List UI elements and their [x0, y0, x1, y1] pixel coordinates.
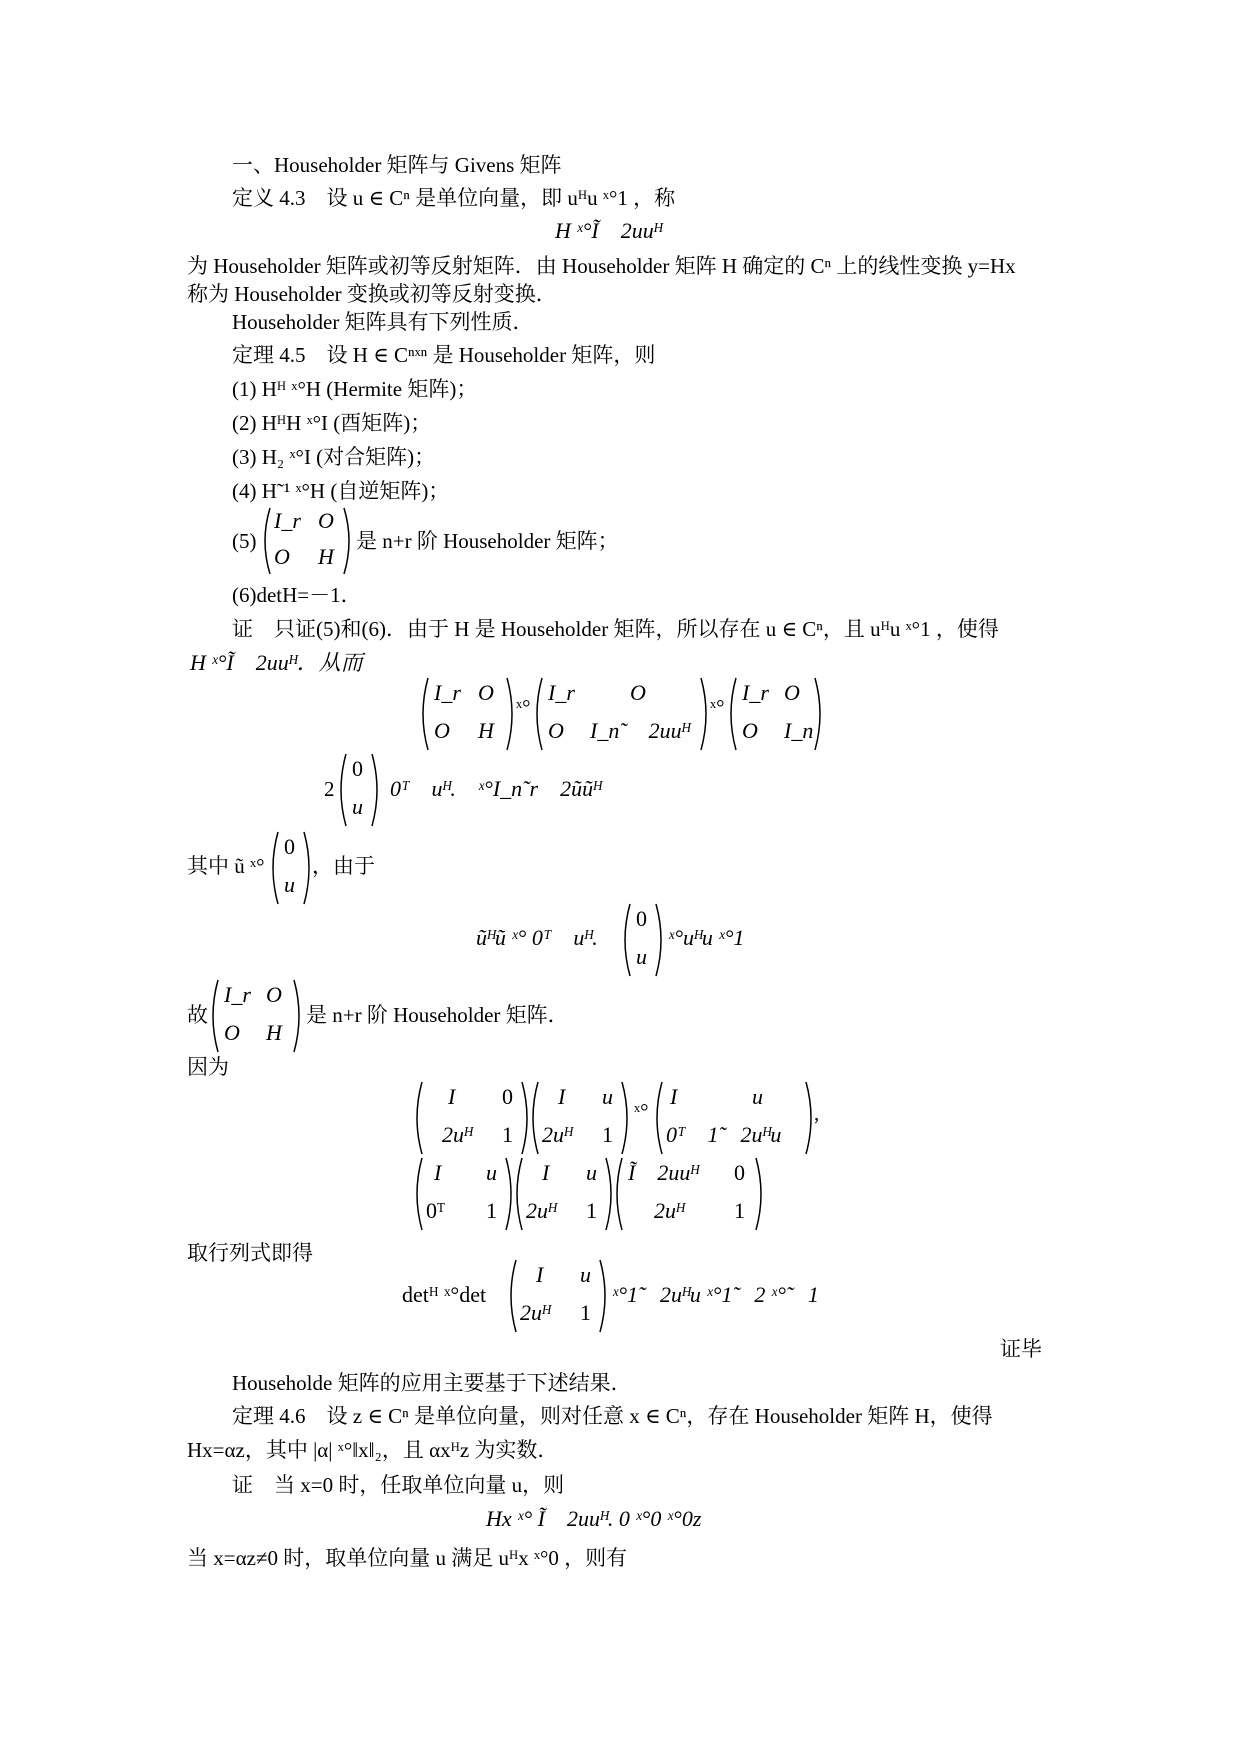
matrix-cell: 0 — [502, 1084, 513, 1109]
matrix-cell: O — [742, 718, 758, 743]
proof-case-1-formula: Hx ˣ° Ĩ 2uuᴴ. 0 ˣ°0 ˣ°0z — [486, 1506, 702, 1531]
matrix-cell: O — [784, 680, 800, 705]
matrix-cell: 0ᵀ 1̃ 2uᴴu — [666, 1122, 782, 1147]
where-label: 其中 ũ ˣ° — [187, 854, 265, 878]
matrix-cell: I_r — [742, 680, 769, 705]
block-matrix-g — [210, 978, 302, 1054]
application-intro: Householde 矩阵的应用主要基于下述结果． — [232, 1371, 632, 1395]
theorem-4-5: 定理 4.5 设 H ∈ Cⁿˣⁿ 是 Householder 矩阵，则 — [232, 343, 656, 367]
property-5-label: (5) — [232, 529, 257, 553]
matrix-cell: 2uᴴ — [654, 1198, 684, 1223]
proof-intro: 证 只证(5)和(6)．由于 H 是 Householder 矩阵，所以存在 u ∈ Cⁿ，且 uᴴu ˣ°1 ，使得 — [232, 617, 999, 641]
qed: 证毕 — [1000, 1337, 1042, 1361]
product-2-matrix-b — [514, 1156, 614, 1232]
section-heading: 一、Householder 矩阵与 Givens 矩阵 — [232, 153, 562, 177]
householder-formula: H ˣ°Ĩ 2uuᴴ — [555, 218, 662, 243]
matrix-cell: I — [542, 1160, 550, 1185]
matrix-cell: u — [602, 1084, 613, 1109]
matrix-cell: I — [448, 1084, 456, 1109]
matrix-cell: I — [536, 1262, 544, 1287]
proof-formula: H ˣ°Ĩ 2uuᴴ．从而 — [190, 650, 363, 675]
property-2: (2) HᴴH ˣ°I (酉矩阵)； — [232, 411, 432, 435]
block-matrix-c — [728, 676, 823, 752]
vector-0u — [338, 752, 380, 828]
matrix-cell: 1 — [734, 1198, 745, 1223]
matrix-cell: u — [486, 1160, 497, 1185]
definition-4-3: 定义 4.3 设 u ∈ Cⁿ 是单位向量，即 uᴴu ˣ°1 ，称 — [232, 186, 676, 210]
matrix-cell: 0ᵀ — [426, 1198, 445, 1223]
matrix-cell: O — [478, 680, 494, 705]
matrix-cell: I_r — [434, 680, 461, 705]
matrix-cell: 1 — [486, 1198, 497, 1223]
determinant-intro: 取行列式即得 — [187, 1241, 313, 1265]
comma: , — [814, 1101, 820, 1125]
since-label: ，由于 — [312, 854, 375, 878]
norm-equation-right: ˣ°uᴴu ˣ°1 — [668, 925, 745, 950]
matrix-cell: O — [274, 544, 290, 569]
matrix-cell: I_n — [784, 718, 814, 743]
block-matrix-a — [420, 676, 515, 752]
equals-sign: ˣ° — [710, 695, 725, 719]
matrix-cell: 1 — [602, 1122, 613, 1147]
matrix-cell: 1 — [580, 1300, 591, 1325]
matrix-cell: O — [224, 1020, 240, 1045]
matrix-cell: I_n˜ 2uuᴴ — [590, 718, 690, 743]
matrix-cell: u — [284, 872, 295, 897]
matrix-cell: H — [478, 718, 494, 743]
property-5-text: 是 n+r 阶 Householder 矩阵； — [356, 529, 619, 553]
matrix-cell: O — [434, 718, 450, 743]
matrix-cell: u — [586, 1160, 597, 1185]
matrix-cell: 1 — [502, 1122, 513, 1147]
norm-equation-left: ũᴴũ ˣ° 0ᵀ uᴴ. — [476, 925, 598, 950]
property-6: (6)detH=－1． — [232, 583, 362, 607]
product-1-result — [654, 1080, 814, 1156]
matrix-cell: u — [752, 1084, 763, 1109]
matrix-cell: O — [548, 718, 564, 743]
matrix-cell: O — [630, 680, 646, 705]
matrix-cell: I_r — [548, 680, 575, 705]
proof-case-2: 当 x=αz≠0 时，取单位向量 u 满足 uᴴx ˣ°0 ，则有 — [187, 1546, 628, 1570]
definition-text-1: 为 Householder 矩阵或初等反射矩阵．由 Householder 矩阵 H 确定的 Cⁿ 上的线性变换 y=Hx — [187, 254, 1016, 278]
matrix-cell: 0 — [284, 834, 295, 859]
property-1: (1) Hᴴ ˣ°H (Hermite 矩阵)； — [232, 377, 478, 401]
matrix-cell: I_r — [274, 508, 301, 533]
matrix-cell: H — [266, 1020, 282, 1045]
product-2-matrix-a — [414, 1156, 514, 1232]
matrix-cell: 0 — [636, 906, 647, 931]
matrix-cell: 1 — [586, 1198, 597, 1223]
theorem-4-6: 定理 4.6 设 z ∈ Cⁿ 是单位向量，则对任意 x ∈ Cⁿ，存在 Householder 矩阵 H，使得 — [232, 1404, 993, 1428]
properties-intro: Householder 矩阵具有下列性质． — [232, 310, 534, 334]
matrix-cell: u — [580, 1262, 591, 1287]
matrix-cell: 2uᴴ — [542, 1122, 572, 1147]
equation-tail: 0ᵀ uᴴ. ˣ°I_n˜r 2ũũᴴ — [390, 776, 601, 801]
coefficient: 2 — [324, 777, 335, 801]
matrix-cell: I — [434, 1160, 442, 1185]
matrix-cell: O — [266, 982, 282, 1007]
hence-label: 故 — [187, 1003, 208, 1027]
matrix-cell: H — [318, 544, 334, 569]
proof-case-1: 证 当 x=0 时，任取单位向量 u，则 — [232, 1473, 565, 1497]
block-matrix-b — [534, 676, 709, 752]
definition-text-2: 称为 Householder 变换或初等反射变换． — [187, 282, 557, 306]
matrix-cell: 0 — [352, 756, 363, 781]
matrix-cell: Ĩ 2uuᴴ — [628, 1160, 699, 1185]
theorem-4-6-cont: Hx=αz，其中 |α| ˣ°‖x‖₂，且 αxᴴz 为实数． — [187, 1438, 559, 1462]
equals-sign: ˣ° — [516, 695, 531, 719]
property-4: (4) H˜¹ ˣ°H (自逆矩阵)； — [232, 479, 450, 503]
vector-u-tilde — [270, 830, 312, 906]
det-matrix — [508, 1258, 608, 1334]
det-left: detᴴ ˣ°det — [402, 1282, 487, 1307]
matrix-cell: 2uᴴ — [442, 1122, 472, 1147]
matrix-cell: I — [670, 1084, 678, 1109]
product-2-result — [614, 1156, 764, 1232]
matrix-cell: O — [318, 508, 334, 533]
product-1-matrix-a — [414, 1080, 530, 1156]
equals-sign: ˣ° — [634, 1099, 649, 1123]
matrix-cell: I — [558, 1084, 566, 1109]
vector-0u-b — [622, 902, 664, 978]
matrix-cell: u — [636, 944, 647, 969]
property-5-matrix — [262, 506, 352, 576]
matrix-cell: 2uᴴ — [526, 1198, 556, 1223]
product-1-matrix-b — [530, 1080, 630, 1156]
hence-text: 是 n+r 阶 Householder 矩阵． — [306, 1003, 569, 1027]
property-3: (3) H₂ ˣ°I (对合矩阵)； — [232, 445, 436, 469]
matrix-cell: 0 — [734, 1160, 745, 1185]
matrix-cell: u — [352, 794, 363, 819]
matrix-cell: 2uᴴ — [520, 1300, 550, 1325]
det-right: ˣ°1̃ 2uᴴu ˣ°1̃ 2 ˣ°̃ 1 — [612, 1282, 819, 1307]
because-label: 因为 — [187, 1055, 229, 1079]
matrix-cell: I_r — [224, 982, 251, 1007]
